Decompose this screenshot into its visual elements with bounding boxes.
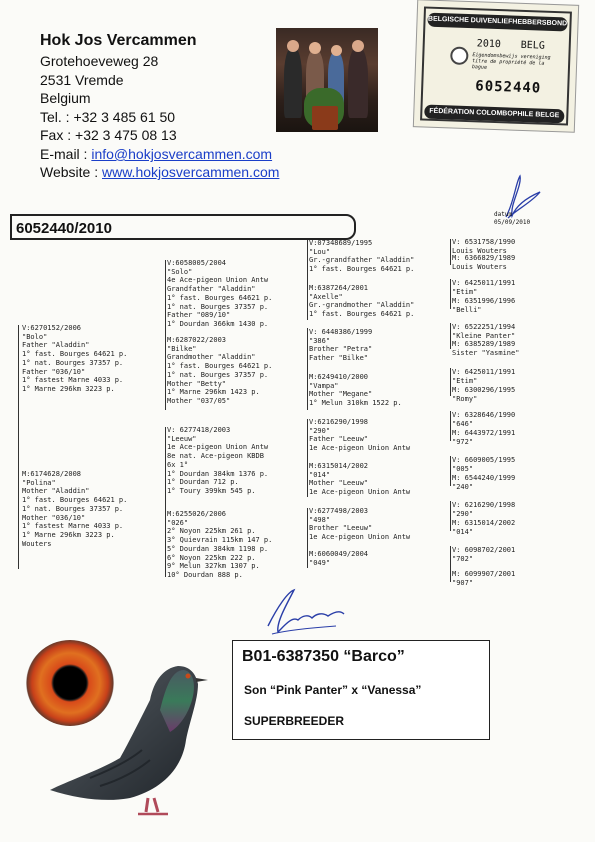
signature-bottom bbox=[258, 586, 348, 642]
pigeon-title: SUPERBREEDER bbox=[244, 714, 345, 728]
gen4-entry-a1: V: 6531758/1990 Louis Wouters bbox=[452, 238, 516, 255]
gen4-entry-g1: V: 6216290/1998 "290" bbox=[452, 501, 516, 518]
datum-label: datum bbox=[494, 211, 513, 218]
gen2-mother-bracket bbox=[165, 427, 166, 577]
gen3-entry-fmf: V: 6448386/1999 "386" Brother "Petra" Father "Bilke" bbox=[309, 328, 373, 363]
gen4-entry-d2: M: 6300296/1995 "Romy" bbox=[452, 386, 516, 403]
pigeon-photo bbox=[30, 640, 220, 830]
pedigree-tree bbox=[10, 237, 595, 597]
gen4-entry-f2: M: 6544240/1999 "240" bbox=[452, 474, 516, 491]
ring-card-small-text: Eigendomsbewijs vereniging titre de propriété de la bague bbox=[471, 52, 551, 71]
pigeon-name: B01-6387350 “Barco” bbox=[242, 648, 405, 665]
gen4-bracket-b bbox=[450, 279, 451, 309]
mother-entry: M:6174628/2008 "Polina" Mother "Aladdin" 1° fast. Bourges 64621 p. 1° nat. Bourges 37357 p. Mother "036/10" 1° fastest Marne 4033 p. 1° Marne 296km 3223 p. Wouters bbox=[22, 470, 128, 548]
grandfather-paternal-entry: V:6058005/2004 "Solo" 4e Ace-pigeon Union Antw Grandfather "Aladdin" 1° fast. Bourges 64621 p. 1° nat. Bourges 37357 p. Father "089/10" 1° Dourdan 366km 1430 p. bbox=[167, 259, 273, 328]
fax-line bbox=[40, 127, 177, 144]
gen3-entry-fmm: M:6249410/2000 "Vampa" Mother "Megane" 1° Melun 310km 1522 p. bbox=[309, 373, 402, 408]
gen2-father-bracket bbox=[165, 260, 166, 410]
gen4-entry-e2: M: 6443972/1991 "972" bbox=[452, 429, 516, 446]
gen4-entry-e1: V: 6328646/1990 "646" bbox=[452, 411, 516, 428]
website-link[interactable]: www.hokjosvercammen.com bbox=[102, 164, 280, 180]
gen3-entry-mmf: V:6277498/2003 "498" Brother "Leeuw" 1e Ace-pigeon Union Antw bbox=[309, 507, 411, 542]
ring-certificate-card bbox=[413, 0, 579, 133]
grandmother-paternal-entry: M:6287022/2003 "Bilke" Grandmother "Aladdin" 1° fast. Bourges 64621 p. 1° nat. Bourges 37357 p. Mother "Betty" 1° Marne 296km 1423 p. Mother "037/05" bbox=[167, 336, 273, 405]
father-entry: V:6270152/2006 "Bolo" Father "Aladdin" 1° fast. Bourges 64621 p. 1° nat. Bourges 37357 p. Father "036/10" 1° fastest Marne 4033 p. 1° Marne 296km 3223 p. bbox=[22, 324, 128, 393]
gen3-bracket-2 bbox=[307, 328, 308, 410]
ring-card-number: 6052440 bbox=[475, 78, 542, 97]
gen4-bracket-h bbox=[450, 546, 451, 582]
gen3-bracket-3 bbox=[307, 419, 308, 497]
family-photo bbox=[276, 28, 378, 132]
address-country: Belgium bbox=[40, 90, 91, 106]
gen4-bracket-a bbox=[450, 239, 451, 265]
ring-number: 6052440/2010 bbox=[16, 220, 112, 237]
gen4-entry-h1: V: 6098702/2001 "702" bbox=[452, 546, 516, 563]
fax-number: +32 3 475 08 13 bbox=[75, 127, 177, 143]
phone-number: +32 3 485 61 50 bbox=[73, 109, 176, 125]
email-line bbox=[40, 146, 272, 163]
gen4-entry-c2: M: 6385289/1989 Sister "Yasmine" bbox=[452, 340, 520, 357]
gen4-bracket-e bbox=[450, 411, 451, 441]
gen4-bracket-c bbox=[450, 323, 451, 349]
gen4-entry-a2: M: 6366829/1989 Louis Wouters bbox=[452, 254, 516, 271]
gen4-entry-h2: M: 6099907/2001 "907" bbox=[452, 570, 516, 587]
email-label: E-mail : bbox=[40, 146, 88, 162]
email-link[interactable]: info@hokjosvercammen.com bbox=[91, 146, 273, 162]
website-label: Website : bbox=[40, 164, 99, 180]
phone-line bbox=[40, 109, 175, 126]
gen4-bracket-d bbox=[450, 368, 451, 396]
fax-label: Fax : bbox=[40, 127, 72, 143]
gen4-entry-b1: V: 6425011/1991 "Etim" bbox=[452, 279, 516, 296]
address-street: Grotehoeveweg 28 bbox=[40, 53, 159, 69]
gen4-bracket-g bbox=[450, 501, 451, 531]
ring-card-country: BELG bbox=[520, 39, 546, 52]
gen4-entry-b2: M: 6351996/1996 "Belli" bbox=[452, 297, 516, 314]
gen4-entry-d1: V: 6425011/1991 "Etim" bbox=[452, 368, 516, 385]
website-line bbox=[40, 164, 279, 181]
gen4-bracket-f bbox=[450, 456, 451, 486]
gen3-entry-mfm: M:6315014/2002 "014" Mother "Leeuw" 1e Ace-pigeon Union Antw bbox=[309, 462, 411, 497]
gen3-entry-mmm: M:6060049/2004 "049" bbox=[309, 550, 369, 567]
ring-card-top-band: BELGISCHE DUIVENLIEFHEBBERSBOND bbox=[427, 13, 567, 32]
gen4-entry-g2: M: 6315014/2002 "014" bbox=[452, 519, 516, 536]
gen4-entry-c1: V: 6522251/1994 "Kleine Panter" bbox=[452, 323, 516, 340]
gen3-entry-fff: V:07348689/1995 "Lou" Gr.-grandfather "Aladdin" 1° fast. Bourges 64621 p. bbox=[309, 239, 415, 274]
gen3-entry-mff: V:6216290/1998 "290" Father "Leeuw" 1e Ace-pigeon Union Antw bbox=[309, 418, 411, 453]
gen1-bracket bbox=[18, 325, 19, 569]
ring-card-bottom-band: FÉDÉRATION COLOMBOPHILE BELGE bbox=[424, 105, 564, 124]
ring-card-year: 2010 bbox=[476, 38, 502, 51]
address-city: 2531 Vremde bbox=[40, 72, 124, 88]
gen3-entry-ffm: M:6387264/2001 "Axelle" Gr.-grandmother "Aladdin" 1° fast. Bourges 64621 p. bbox=[309, 284, 415, 319]
gen3-bracket-4 bbox=[307, 508, 308, 568]
datum-date: 05/09/2010 bbox=[494, 219, 531, 226]
pigeon-parents: Son “Pink Panter” x “Vanessa” bbox=[244, 683, 422, 697]
gen4-entry-f1: V: 6609005/1995 "005" bbox=[452, 456, 516, 473]
gen3-bracket-1 bbox=[307, 240, 308, 320]
grandmother-maternal-entry: M:6255026/2006 "026" 2° Noyon 225km 261 p. 3° Quievrain 115km 147 p. 5° Dourdan 384km 1198 p. 6° Noyon 225km 222 p. 9° Melun 327km 1307 p. 10° Dourdan 888 p. bbox=[167, 510, 273, 579]
phone-label: Tel. : bbox=[40, 109, 70, 125]
grandfather-maternal-entry: V: 6277418/2003 "Leeuw" 1e Ace-pigeon Union Antw 8e nat. Ace-pigeon KBDB 6x 1° 1° Dourdan 384km 1376 p. 1° Dourdan 712 p. 1° Toury 399km 545 p. bbox=[167, 426, 269, 495]
breeder-name: Hok Jos Vercammen bbox=[40, 32, 197, 49]
